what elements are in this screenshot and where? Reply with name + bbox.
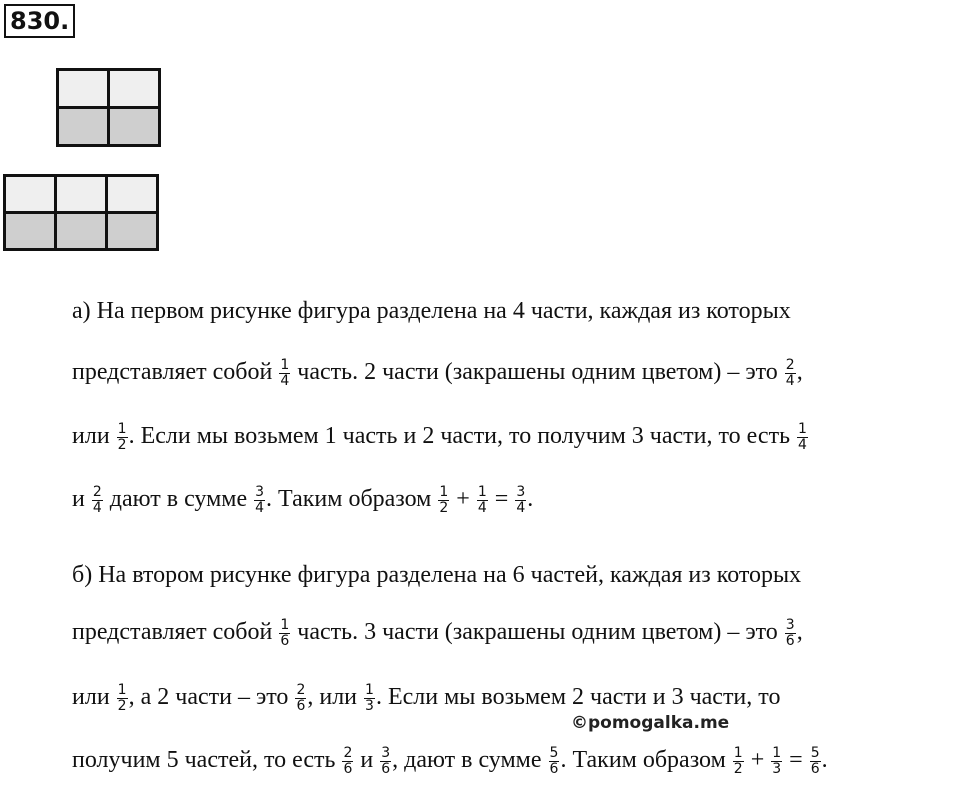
denominator: 2 <box>733 760 743 777</box>
denominator: 6 <box>343 760 353 777</box>
denominator: 6 <box>280 632 290 649</box>
text-b3-4: . Если мы возьмем 2 части и 3 части, то <box>375 684 781 710</box>
numerator: 1 <box>798 420 807 437</box>
text-a3-2: . Если мы возьмем 1 часть и 2 части, то получим 3 части, то есть <box>128 423 791 449</box>
fraction-1-6 <box>279 618 290 649</box>
text-line-a2 <box>72 357 803 389</box>
text-a4-1: и <box>72 486 85 512</box>
fraction-1-3 <box>364 683 375 714</box>
numerator: 1 <box>280 356 290 373</box>
fraction-1-4 <box>279 358 290 389</box>
text-line-b3 <box>72 682 780 714</box>
fraction-2-4 <box>92 485 103 516</box>
denominator: 6 <box>549 760 559 777</box>
fraction-3-6 <box>380 746 391 777</box>
figure-2-cell <box>5 176 56 213</box>
text-b3-1: или <box>72 684 110 710</box>
numerator: 1 <box>117 420 127 437</box>
numerator: 2 <box>296 681 306 698</box>
denominator: 6 <box>785 632 795 649</box>
fraction-1-4 <box>477 485 488 516</box>
period: . <box>821 747 828 773</box>
text-line-b4 <box>72 745 828 777</box>
text-line-a3 <box>72 421 809 453</box>
figure-2-cell-shaded <box>107 213 158 250</box>
text-b2-1: представляет собой <box>72 619 273 645</box>
denominator: 2 <box>117 697 127 714</box>
figure-1-cell <box>109 70 160 108</box>
figure-1-cell <box>58 70 109 108</box>
numerator: 2 <box>343 744 353 761</box>
text-line-a4 <box>72 484 533 516</box>
numerator: 1 <box>439 483 449 500</box>
text-b4-2: и <box>360 747 374 773</box>
text-a2-1: представляет собой <box>72 359 273 385</box>
denominator: 6 <box>381 760 391 777</box>
text-line-b1 <box>72 560 801 590</box>
fraction-3-6 <box>785 618 796 649</box>
text-b2-2: часть. 3 части (закрашены одним цветом) – это <box>297 619 778 645</box>
task-number: 830. <box>4 4 75 38</box>
figure-2-cell-shaded <box>5 213 56 250</box>
text-line-a1 <box>72 296 791 326</box>
figure-1-grid <box>56 68 161 147</box>
fraction-1-2 <box>117 683 128 714</box>
numerator: 3 <box>381 744 391 761</box>
text-a4-2: дают в сумме <box>109 486 248 512</box>
denominator: 3 <box>365 697 374 714</box>
figure-2-cell <box>56 176 107 213</box>
fraction-1-2 <box>438 485 449 516</box>
numerator: 1 <box>117 681 127 698</box>
numerator: 5 <box>810 744 820 761</box>
denominator: 4 <box>516 499 526 516</box>
text-a4-3: . Таким образом <box>266 486 432 512</box>
numerator: 1 <box>477 483 487 500</box>
text-b4-1: получим 5 частей, то есть <box>72 747 336 773</box>
text-b1: б) На втором рисунке фигура разделена на 6 частей, каждая из которых <box>72 562 802 588</box>
text-a1: а) На первом рисунке фигура разделена на 4 части, каждая из которых <box>72 298 791 324</box>
plus-sign: + <box>456 486 470 512</box>
figure-2-cell-shaded <box>56 213 107 250</box>
fraction-1-4 <box>797 422 808 453</box>
numerator: 5 <box>549 744 559 761</box>
denominator: 2 <box>439 499 449 516</box>
figure-2-grid <box>3 174 159 251</box>
fraction-2-4 <box>785 358 796 389</box>
text-b3-2: , а 2 части – это <box>128 684 289 710</box>
numerator: 2 <box>785 356 795 373</box>
denominator: 3 <box>772 760 782 777</box>
denominator: 6 <box>810 760 820 777</box>
numerator: 1 <box>280 616 290 633</box>
fraction-5-6 <box>810 746 821 777</box>
numerator: 2 <box>92 483 102 500</box>
text-a2-3: , <box>796 359 803 385</box>
denominator: 4 <box>798 436 807 453</box>
period: . <box>527 486 534 512</box>
numerator: 1 <box>365 681 374 698</box>
fraction-1-2 <box>733 746 744 777</box>
fraction-3-4 <box>254 485 265 516</box>
plus-sign: + <box>750 747 765 773</box>
numerator: 1 <box>733 744 743 761</box>
numerator: 3 <box>785 616 795 633</box>
text-a3-1: или <box>72 423 110 449</box>
denominator: 4 <box>280 372 290 389</box>
figure-1-cell-shaded <box>58 108 109 146</box>
denominator: 6 <box>296 697 306 714</box>
text-b4-3: , дают в сумме <box>392 747 542 773</box>
denominator: 4 <box>785 372 795 389</box>
text-b2-3: , <box>796 619 803 645</box>
denominator: 4 <box>255 499 265 516</box>
figure-1-cell-shaded <box>109 108 160 146</box>
denominator: 4 <box>477 499 487 516</box>
equals-sign: = <box>789 747 803 773</box>
fraction-3-4 <box>515 485 526 516</box>
text-b4-4: . Таким образом <box>560 747 726 773</box>
numerator: 3 <box>516 483 526 500</box>
text-a2-2: часть. 2 части (закрашены одним цветом) – это <box>297 359 778 385</box>
denominator: 4 <box>92 499 102 516</box>
numerator: 1 <box>772 744 782 761</box>
figure-2-cell <box>107 176 158 213</box>
numerator: 3 <box>255 483 265 500</box>
fraction-2-6 <box>342 746 353 777</box>
equals-sign: = <box>494 486 509 512</box>
fraction-5-6 <box>549 746 560 777</box>
fraction-2-6 <box>295 683 306 714</box>
watermark: ©pomogalka.me <box>571 713 730 733</box>
text-line-b2 <box>72 617 803 649</box>
text-b3-3: , или <box>307 684 358 710</box>
fraction-1-2 <box>117 422 128 453</box>
fraction-1-3 <box>771 746 782 777</box>
denominator: 2 <box>117 436 127 453</box>
